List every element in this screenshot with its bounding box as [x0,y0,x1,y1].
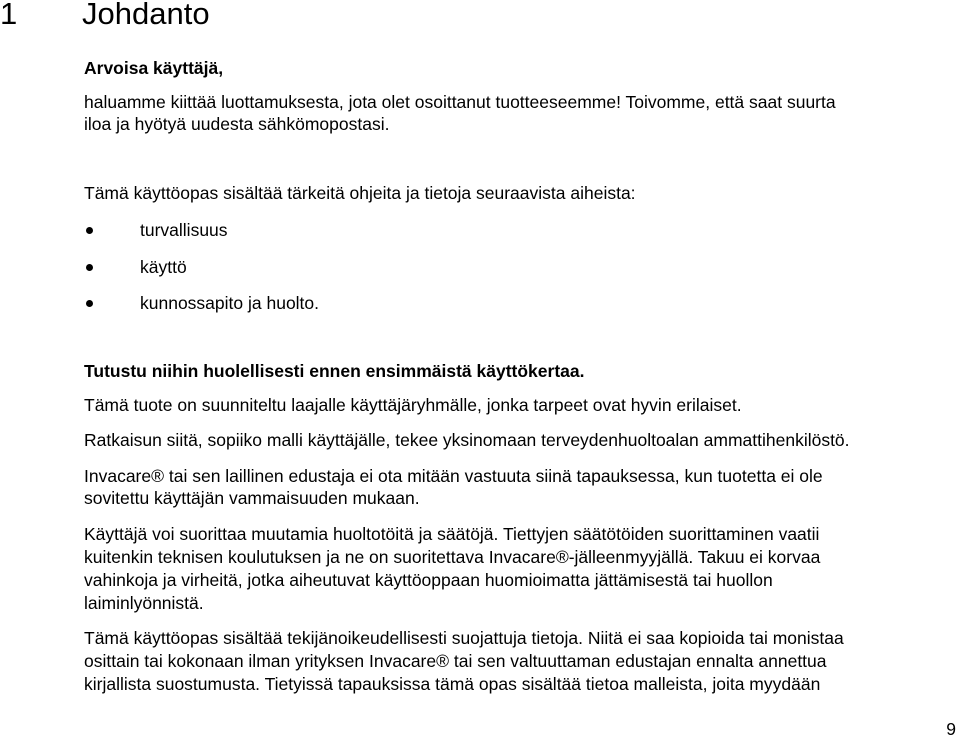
bullet-icon [86,264,93,271]
paragraph-copyright-line-1: Tämä käyttöopas sisältää tekijänoikeudellisesti suojattuja tietoja. Niitä ei saa kopioida tai monistaa [84,628,844,648]
paragraph-liability-line-1: Invacare® tai sen laillinen edustaja ei ota mitään vastuuta siinä tapauksessa, kun tuotetta ei ole [84,466,823,486]
intro-line-1: haluamme kiittää luottamuksesta, jota olet osoittanut tuotteeseemme! Toivomme, että saat suurta [84,92,836,112]
paragraph-maintenance-line-1: Käyttäjä voi suorittaa muutamia huoltotöitä ja säätöjä. Tiettyjen säätötöiden suorittaminen vaatii [84,524,820,544]
chapter-title: Johdanto [82,0,210,31]
intro-line-2: iloa ja hyötyä uudesta sähkömopostasi. [84,114,390,134]
paragraph-target-group: Tämä tuote on suunniteltu laajalle käyttäjäryhmälle, jonka tarpeet ovat hyvin erilaiset. [84,395,742,415]
paragraph-maintenance-line-2: kuitenkin teknisen koulutuksen ja ne on suoritettava Invacare®-jälleenmyyjällä. Takuu ei korvaa [84,547,821,567]
topic-item: turvallisuus [140,220,228,240]
instruction-note: Tutustu niihin huolellisesti ennen ensimmäistä käyttökertaa. [84,361,585,381]
paragraph-suitability: Ratkaisun siitä, sopiiko malli käyttäjälle, tekee yksinomaan terveydenhuoltoalan ammattihenkilöstö. [84,430,850,450]
topic-item: käyttö [140,257,187,277]
chapter-heading [0,0,210,34]
guide-intro: Tämä käyttöopas sisältää tärkeitä ohjeita ja tietoja seuraavista aiheista: [84,183,636,203]
topic-item: kunnossapito ja huolto. [140,293,320,313]
bullet-icon [86,227,93,234]
greeting: Arvoisa käyttäjä, [84,58,224,78]
paragraph-maintenance-line-3: vahinkoja ja virheitä, jotka aiheutuvat käyttöoppaan huomioimatta jättämisestä tai huollon [84,570,773,590]
paragraph-copyright-line-2: osittain tai kokonaan ilman yrityksen Invacare® tai sen valtuuttaman edustajan ennalta annettua [84,651,827,671]
paragraph-maintenance-line-4: laiminlyönnistä. [84,593,204,613]
chapter-number: 1 [0,0,18,31]
page-number: 9 [946,719,956,739]
paragraph-liability-line-2: sovitettu käyttäjän vammaisuuden mukaan. [84,488,420,508]
bullet-icon [86,300,93,307]
paragraph-copyright-line-3: kirjallista suostumusta. Tietyissä tapauksissa tämä opas sisältää tietoa malleista, joita myydään [84,674,821,694]
